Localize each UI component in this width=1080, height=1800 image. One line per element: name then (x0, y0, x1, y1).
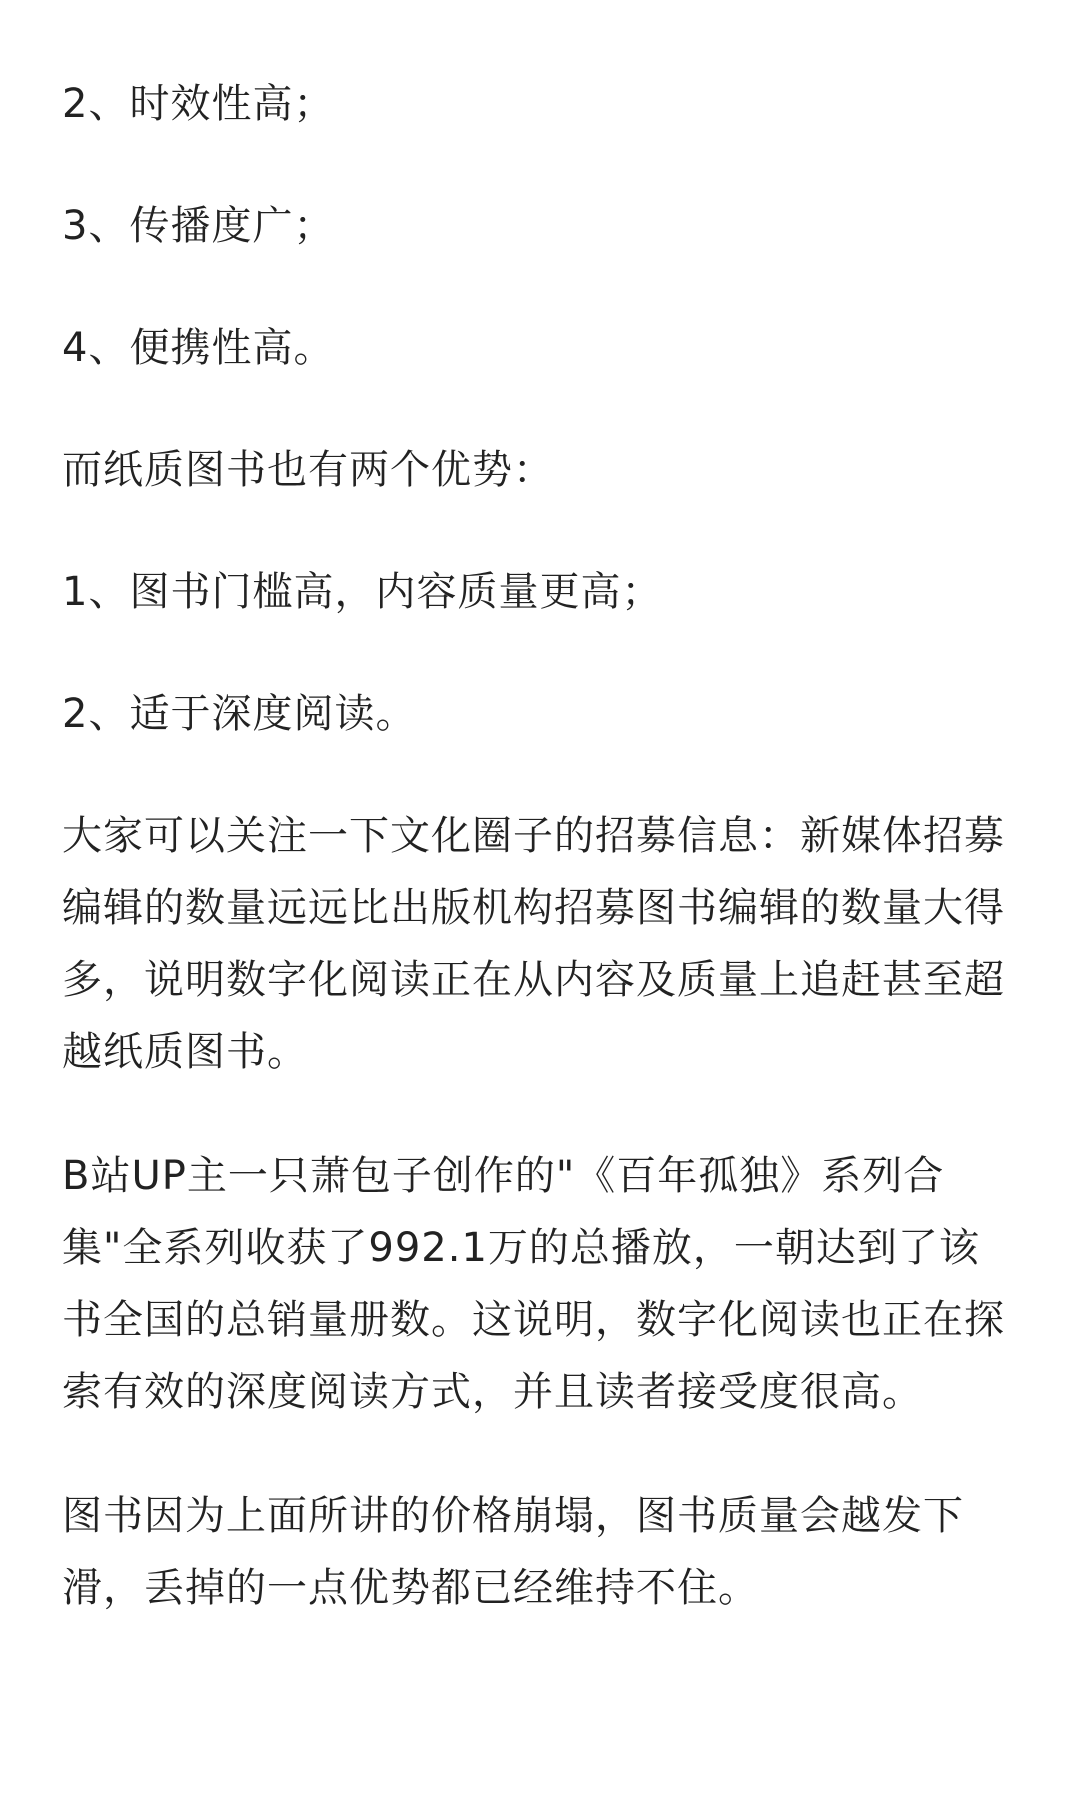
bilibili-example-paragraph: B站UP主一只萧包子创作的"《百年孤独》系列合集"全系列收获了992.1万的总播放，一朝达到了该书全国的总销量册数。这说明，数字化阅读也正在探索有效的深度阅读方式，并且读者接受度很高。 (62, 1153, 1005, 1415)
list-item-portability: 4、便携性高。 (62, 325, 335, 371)
conclusion-paragraph: 图书因为上面所讲的价格崩塌，图书质量会越发下滑，丢掉的一点优势都已经维持不住。 (62, 1493, 964, 1611)
list-item-timeliness: 2、时效性高； (62, 81, 335, 127)
list-item-spread: 3、传播度广； (62, 203, 335, 249)
paper-book-advantages-intro: 而纸质图书也有两个优势： (62, 447, 554, 493)
recruitment-paragraph: 大家可以关注一下文化圈子的招募信息：新媒体招募编辑的数量远远比出版机构招募图书编辑的数量大得多，说明数字化阅读正在从内容及质量上追赶甚至超越纸质图书。 (62, 813, 1005, 1075)
list-item-deep-reading: 2、适于深度阅读。 (62, 691, 417, 737)
list-item-quality: 1、图书门槛高，内容质量更高； (62, 569, 663, 615)
